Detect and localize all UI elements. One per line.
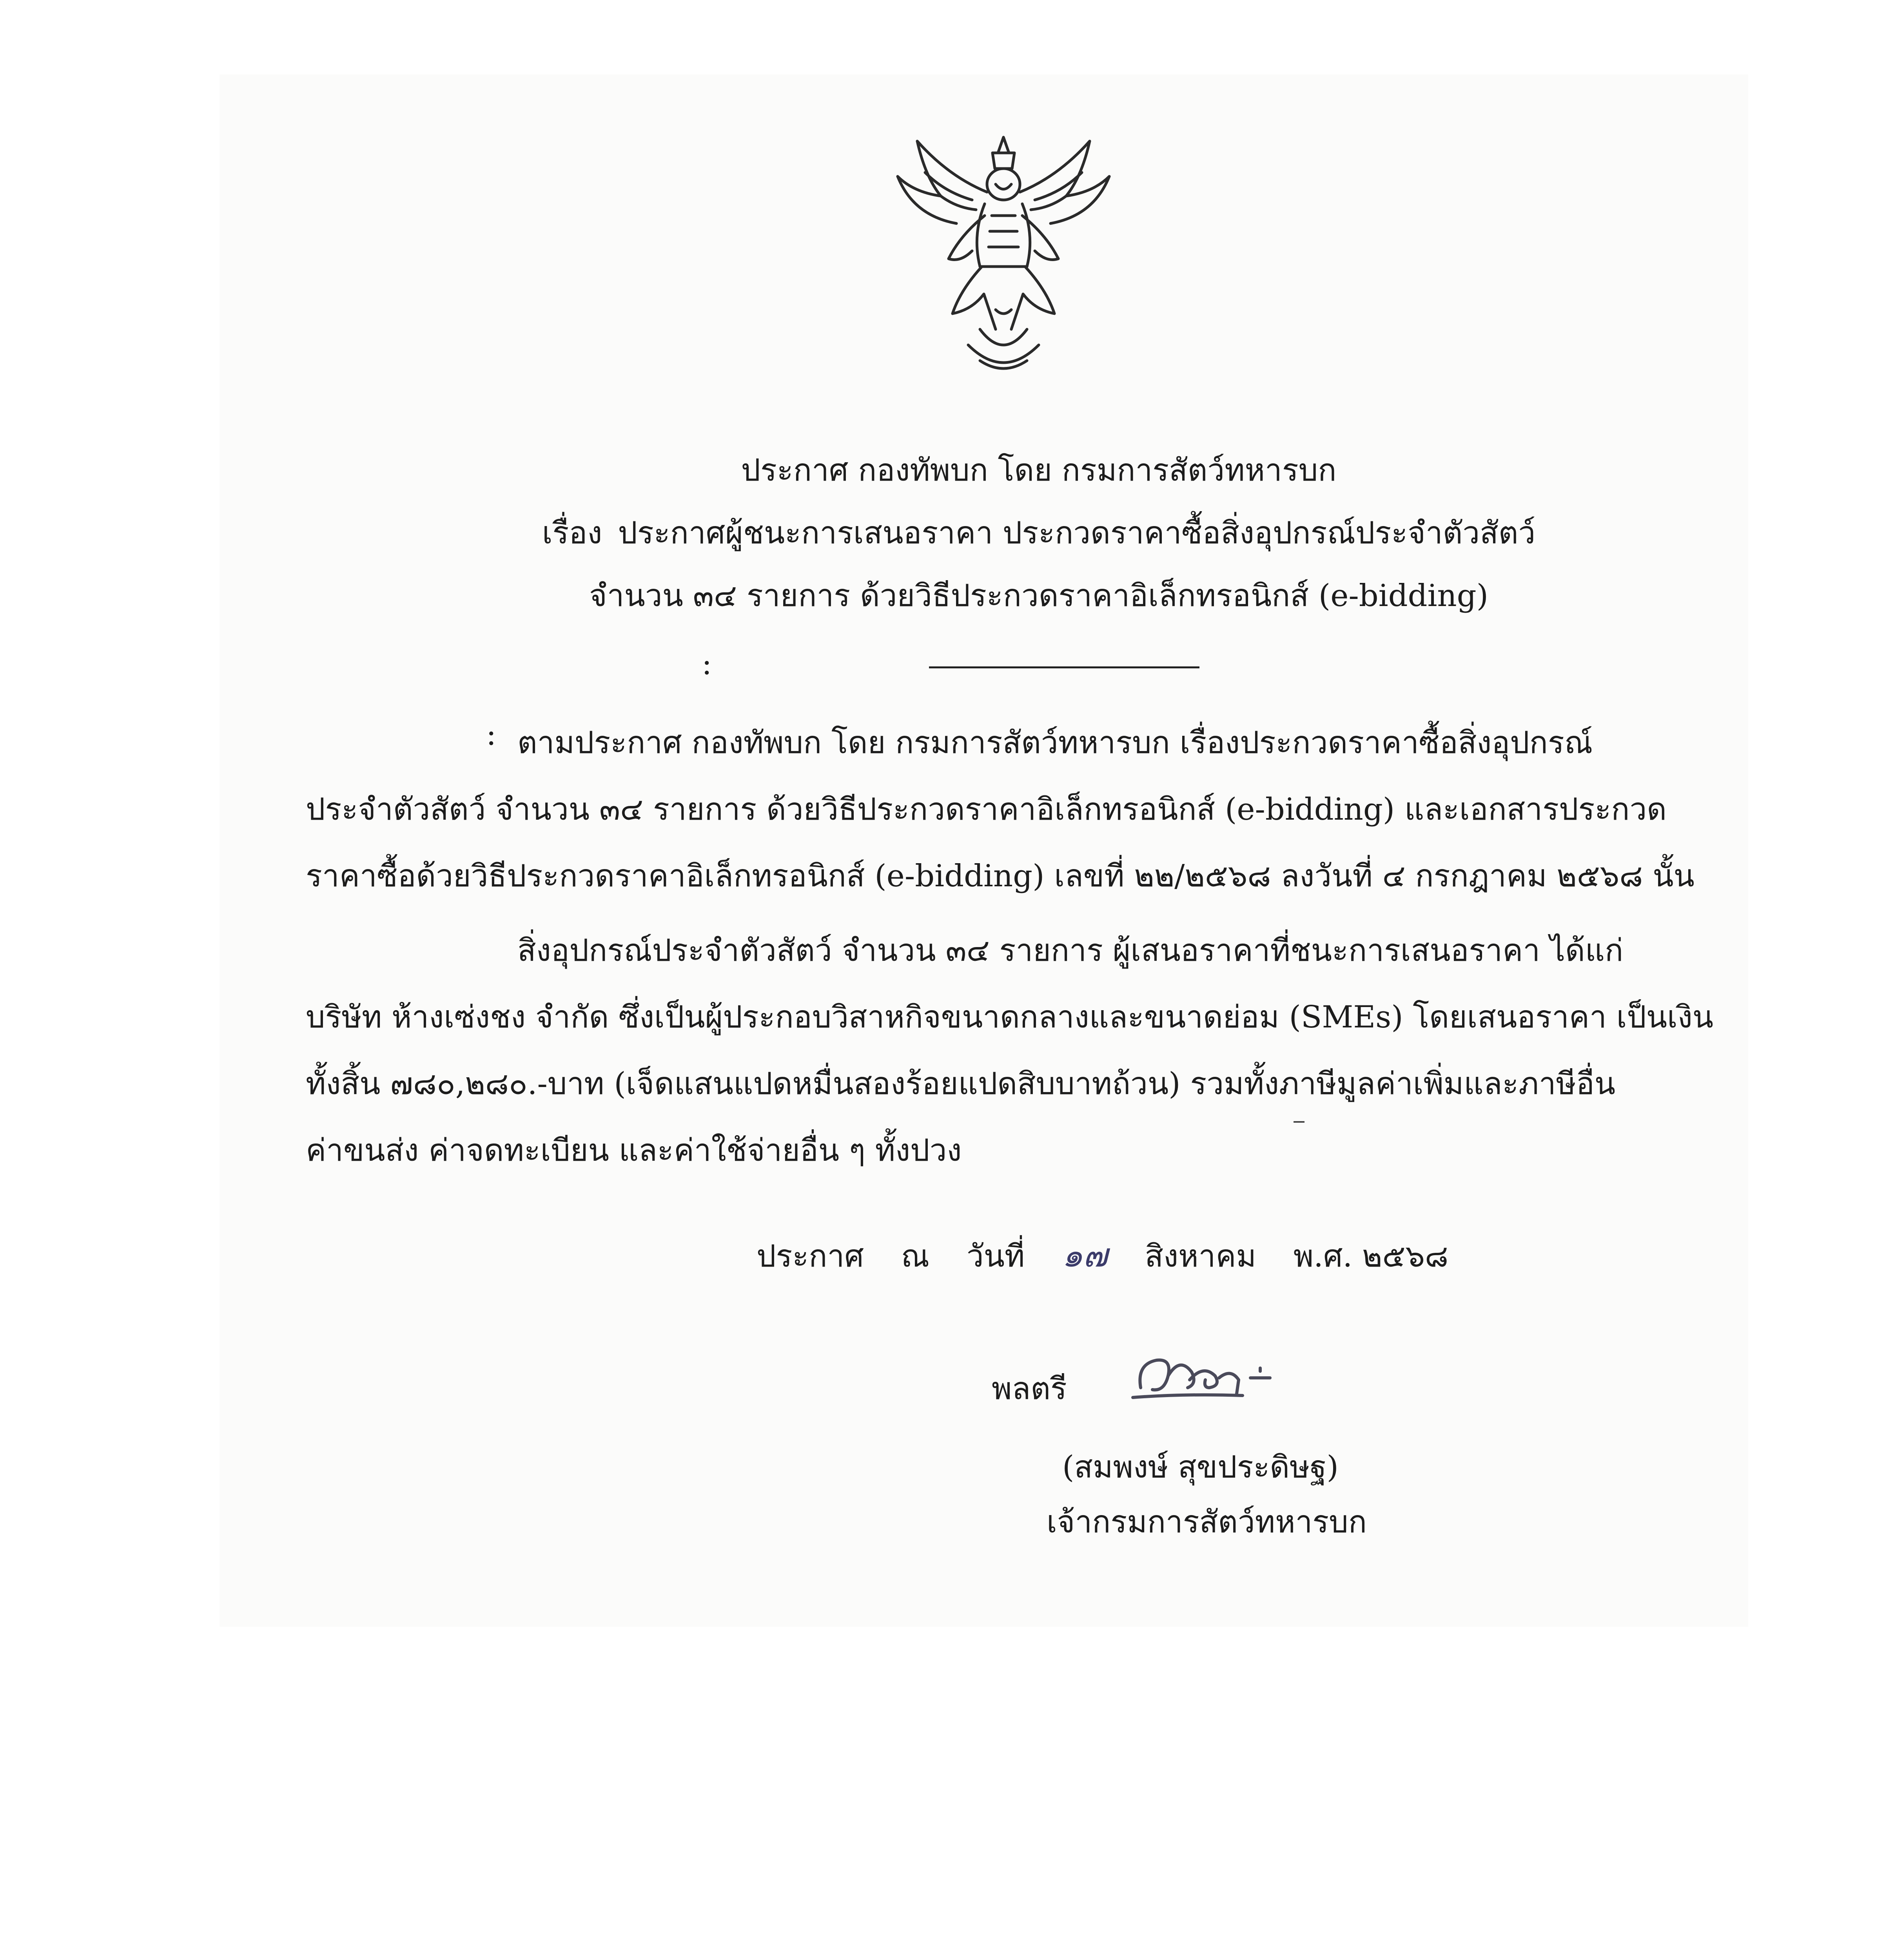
at-label: ณ — [901, 1239, 930, 1274]
paragraph-line: ประจำตัวสัตว์ จำนวน ๓๔ รายการ ด้วยวิธีประกวดราคาอิเล็กทรอนิกส์ (e-bidding) และเอกสารประกวด — [306, 792, 1667, 827]
announcement-issuer: ประกาศ กองทัพบก โดย กรมการสัตว์ทหารบก — [741, 453, 1337, 488]
month-value: สิงหาคม — [1145, 1239, 1256, 1274]
announce-label: ประกาศ — [757, 1239, 864, 1274]
paragraph-line: ทั้งสิ้น ๗๘๐,๒๘๐.-บาท (เจ็ดแสนแปดหมื่นสองร้อยแปดสิบบาทถ้วน) รวมทั้งภาษีมูลค่าเพิ่มและภาษีอื่น — [306, 1066, 1616, 1102]
stray-dash — [1294, 1121, 1305, 1123]
paragraph-line: ค่าขนส่ง ค่าจดทะเบียน และค่าใช้จ่ายอื่น ๆ ทั้งปวง — [306, 1133, 962, 1168]
stray-mark: : — [486, 717, 497, 752]
day-value: ๑๗ — [1062, 1236, 1108, 1274]
announcement-subject — [451, 502, 1627, 564]
garuda-emblem-icon — [882, 125, 1125, 384]
signer-rank: พลตรี — [992, 1371, 1067, 1406]
handwritten-signature — [1125, 1341, 1290, 1407]
year-value: พ.ศ. ๒๕๖๘ — [1293, 1239, 1449, 1274]
announcement-subject-continued: จำนวน ๓๔ รายการ ด้วยวิธีประกวดราคาอิเล็กทรอนิกส์ (e-bidding) — [589, 578, 1489, 613]
subject-text: ประกาศผู้ชนะการเสนอราคา ประกวดราคาซื้อสิ่งอุปกรณ์ประจำตัวสัตว์ — [618, 515, 1536, 551]
day-label: วันที่ — [966, 1239, 1025, 1274]
signer-name: (สมพงษ์ สุขประดิษฐ) — [1062, 1450, 1339, 1485]
paragraph-line: สิ่งอุปกรณ์ประจำตัวสัตว์ จำนวน ๓๔ รายการ ผู้เสนอราคาที่ชนะการเสนอราคา ได้แก่ — [517, 933, 1624, 968]
paragraph-reference — [306, 710, 1717, 909]
stray-mark: : — [702, 646, 712, 682]
subject-label: เรื่อง — [542, 515, 602, 551]
paragraph-line: ราคาซื้อด้วยวิธีประกวดราคาอิเล็กทรอนิกส์ (e-bidding) เลขที่ ๒๒/๒๕๖๘ ลงวันที่ ๔ กรกฎาคม ๒๕๖๘ นั้น — [306, 858, 1695, 894]
announcement-date — [757, 1236, 1476, 1274]
signer-position: เจ้ากรมการสัตว์ทหารบก — [1047, 1504, 1367, 1540]
paragraph-line: บริษัท ห้างเซ่งชง จำกัด ซึ่งเป็นผู้ประกอบวิสาหกิจขนาดกลางและขนาดย่อม (SMEs) โดยเสนอราคา เป็นเงิน — [306, 1000, 1714, 1035]
paragraph-award — [306, 917, 1717, 1184]
announcement-header — [451, 439, 1627, 627]
title-divider — [929, 666, 1199, 668]
paragraph-line: ตามประกาศ กองทัพบก โดย กรมการสัตว์ทหารบก เรื่องประกวดราคาซื้อสิ่งอุปกรณ์ — [517, 725, 1593, 760]
